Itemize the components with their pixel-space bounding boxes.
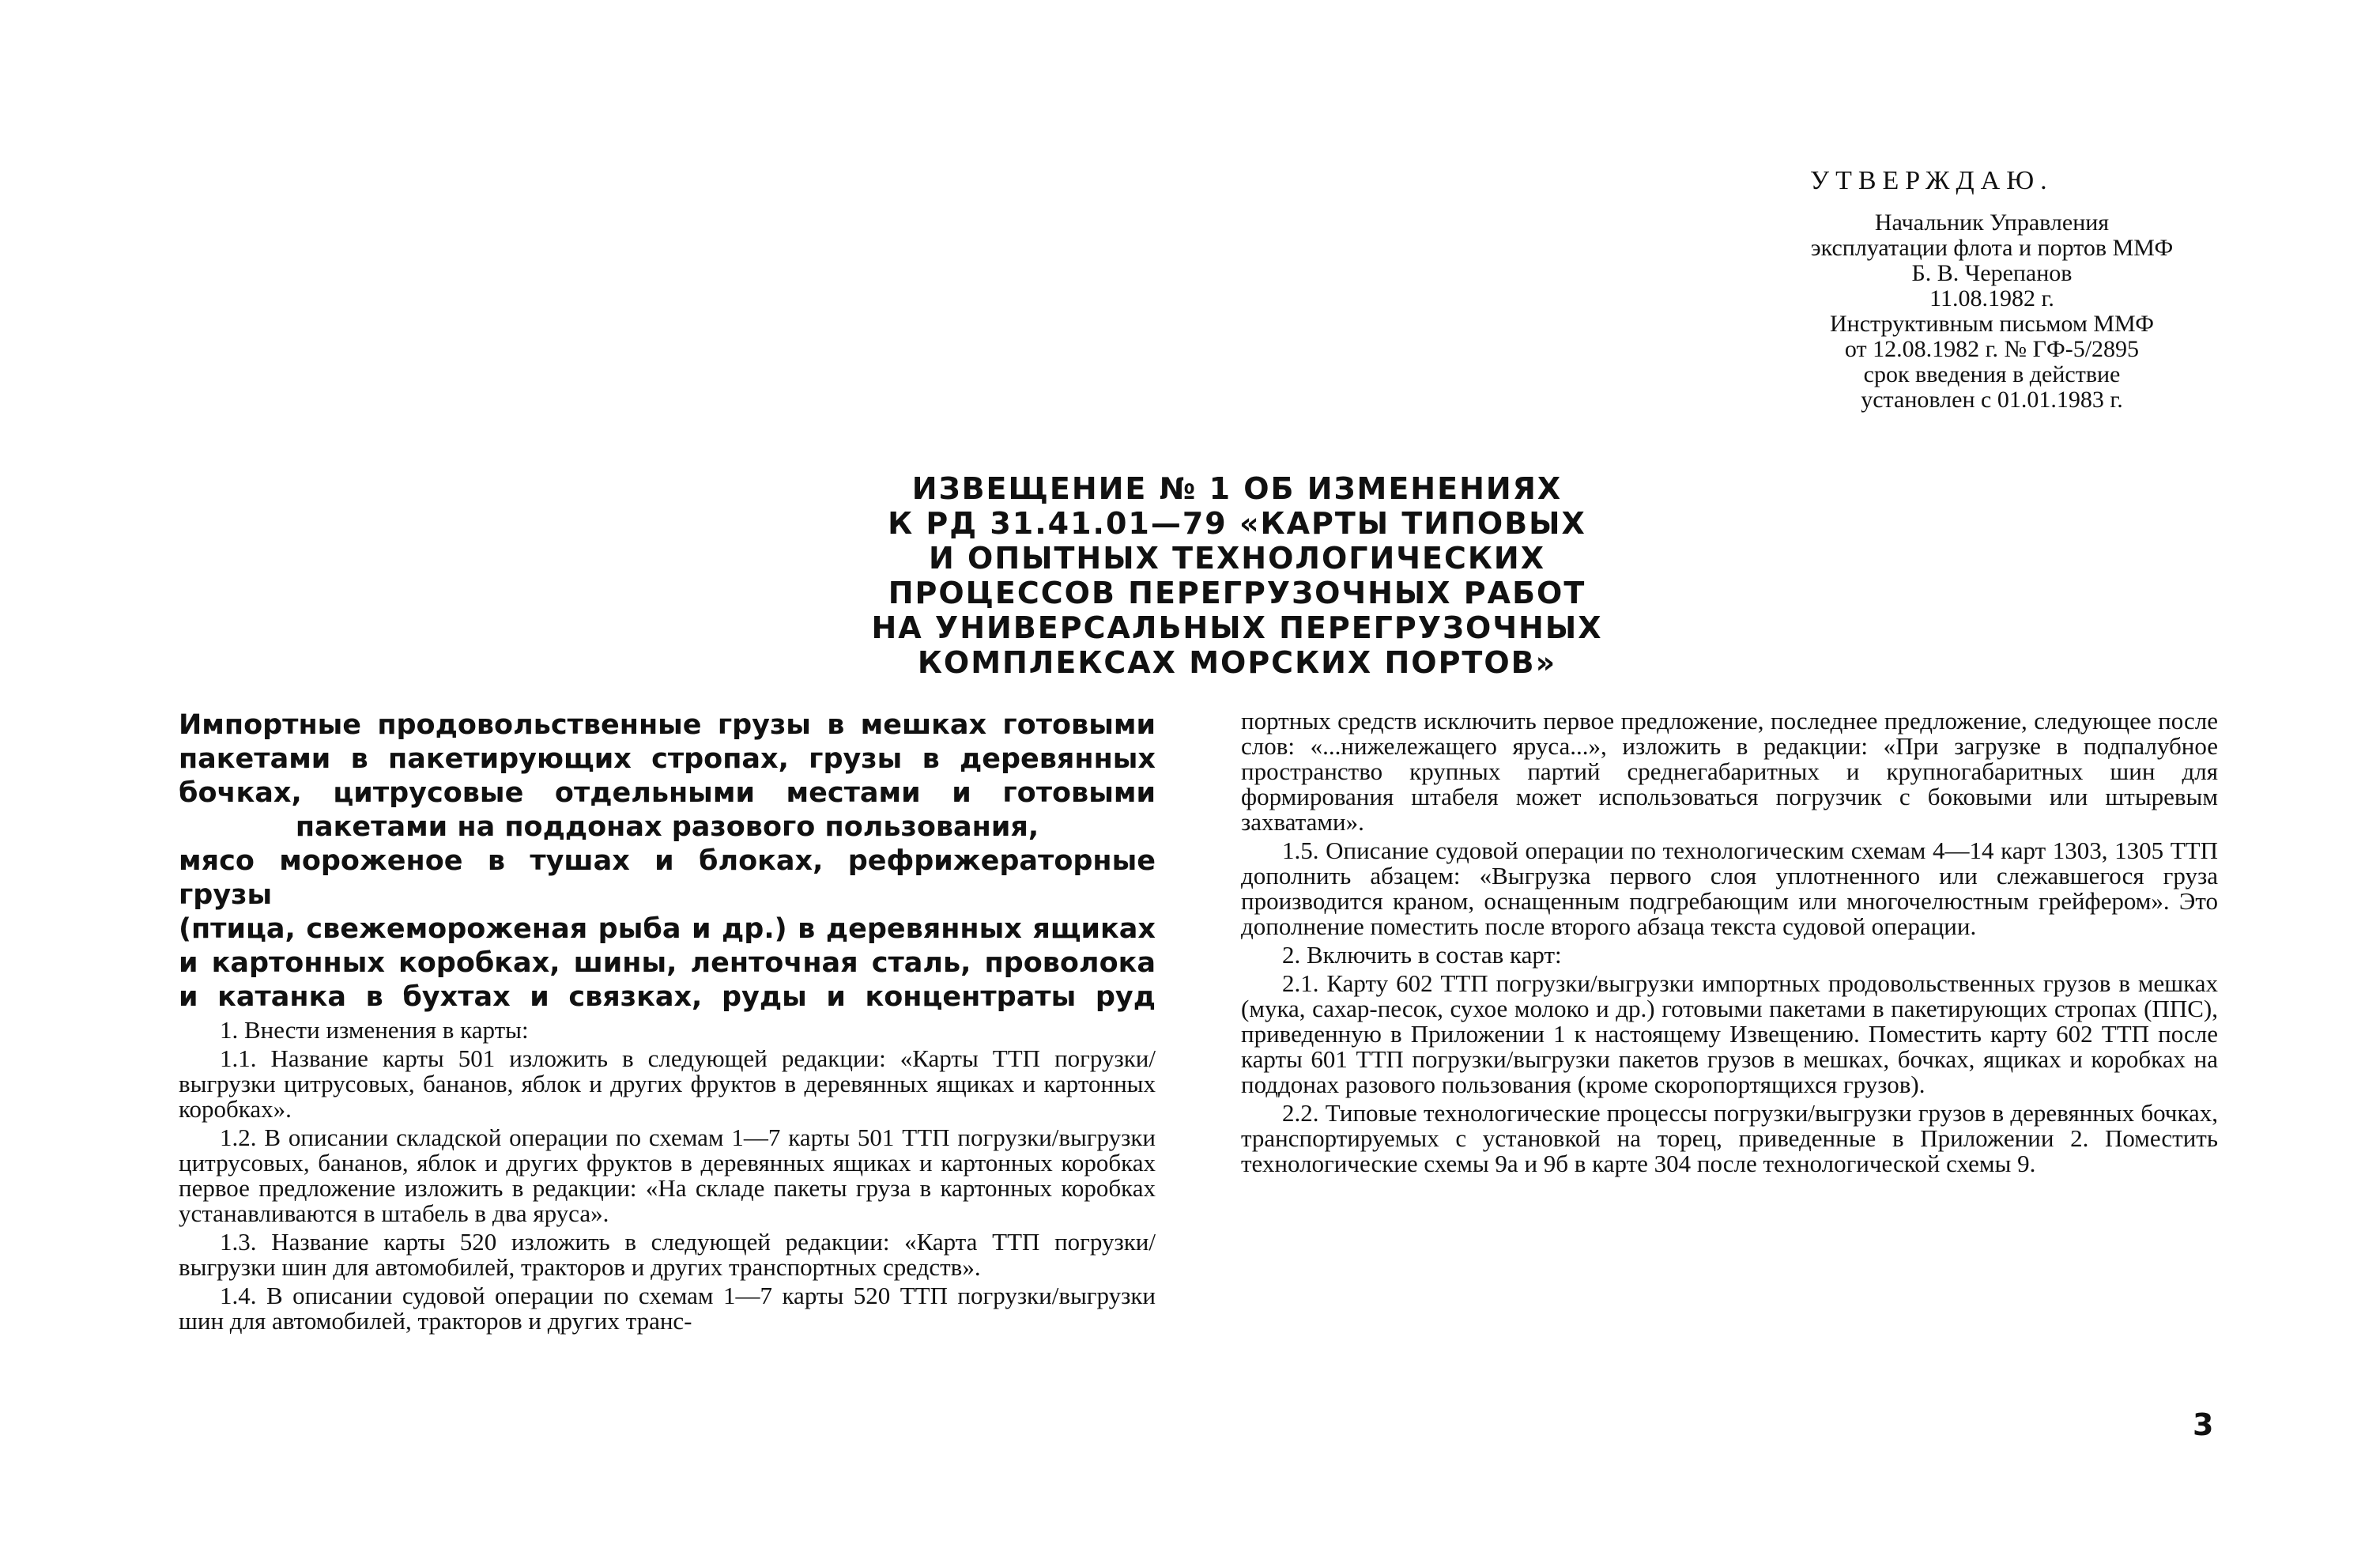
title-line: ПРОЦЕССОВ ПЕРЕГРУЗОЧНЫХ РАБОТ	[888, 576, 1586, 610]
approval-line: эксплуатации флота и портов ММФ	[1810, 235, 2174, 261]
paragraph: 2. Включить в состав карт:	[1282, 941, 1562, 969]
paragraph: 1.1. Название карты 501 изложить в следующей редакции: «Карты ТТП погрузки/выгрузки цитрусовых, бананов, яблок и других фруктов в деревянных ящиках и картонных коробках».	[179, 1044, 1156, 1123]
title-line: НА УНИВЕРСАЛЬНЫХ ПЕРЕГРУЗОЧНЫХ	[871, 610, 1603, 645]
document-title	[735, 471, 1739, 680]
paragraph: 1. Внести изменения в карты:	[220, 1016, 529, 1044]
paragraph: 2.2. Типовые технологические процессы погрузки/выгрузки грузов в деревянных бочках, транспортируемых с установкой на торец, приведенные в Приложении 2. Поместить технологические схемы 9а и 9б в карте 304 после технологической схемы 9.	[1241, 1099, 2218, 1177]
paragraph: 1.4. В описании судовой операции по схемам 1—7 карты 520 ТТП погрузки/выгрузки шин для автомобилей, тракторов и других транс-	[179, 1282, 1156, 1335]
subheading-line: бочках, цитрусовые отдельными местами и готовыми	[179, 777, 1156, 809]
title-line: КОМПЛЕКСАХ МОРСКИХ ПОРТОВ»	[917, 645, 1557, 680]
title-line: ИЗВЕЩЕНИЕ № 1 ОБ ИЗМЕНЕНИЯХ	[911, 471, 1563, 506]
approval-line: 11.08.1982 г.	[1929, 285, 2054, 312]
approval-line: Инструктивным письмом ММФ	[1830, 311, 2154, 337]
paragraph: 1.2. В описании складской операции по схемам 1—7 карты 501 ТТП погрузки/выгрузки цитрусовых, бананов, яблок и других фруктов в деревянных ящиках и картонных коробках первое предложение изложить в редакции: «На складе пакеты груза в картонных коробках устанавливаются в штабель в два яруса».	[179, 1124, 1156, 1227]
subheading-line: пакетами на поддонах разового пользования,	[295, 811, 1039, 843]
paragraph: 1.3. Название карты 520 изложить в следующей редакции: «Карта ТТП погрузки/выгрузки шин для автомобилей, тракторов и других транспортных средств».	[179, 1228, 1156, 1281]
approval-line: Начальник Управления	[1874, 210, 2110, 236]
subheading-line: пакетами в пакетирующих стропах, грузы в деревянных	[179, 743, 1156, 775]
approval-line: от 12.08.1982 г. № ГФ-5/2895	[1844, 336, 2140, 362]
subheading-line: Импортные продовольственные грузы в мешках готовыми	[179, 709, 1156, 741]
paragraph: портных средств исключить первое предложение, последнее предложение, следующее после слов: «...нижележащего яруса...», изложить в редакции: «При загрузке в подпалубное пространство крупных партий среднегабаритных и крупногабаритных шин для формирования штабеля может использоваться погрузчик с боковыми или штыревым захватами».	[1241, 707, 2218, 836]
approval-heading: УТВЕРЖДАЮ.	[1810, 166, 2054, 195]
cargo-subheading	[179, 708, 1156, 1014]
page-number: 3	[2193, 1407, 2214, 1442]
subheading-line: (птица, свежемороженая рыба и др.) в деревянных ящиках	[179, 913, 1156, 945]
subheading-line: мясо мороженое в тушах и блоках, рефрижераторные грузы	[179, 845, 1156, 911]
title-line: И ОПЫТНЫХ ТЕХНОЛОГИЧЕСКИХ	[928, 541, 1545, 576]
subheading-line: и катанка в бухтах и связках, руды и концентраты руд	[179, 981, 1156, 1013]
approval-block	[1692, 166, 2292, 413]
paragraph: 2.1. Карту 602 ТТП погрузки/выгрузки импортных продовольственных грузов в мешках (мука, сахар-песок, сухое молоко и др.) готовыми пакетами в пакетирующих стропах (ППС), приведенную в Приложении 1 к настоящему Извещению. Поместить карту 602 ТТП после карты 601 ТТП погрузки/выгрузки пакетов грузов в мешках, бочках, ящиках и коробках на поддонах разового пользования (кроме скоропортящихся грузов).	[1241, 969, 2218, 1098]
subheading-line: и картонных коробках, шины, ленточная сталь, проволока	[179, 947, 1156, 979]
left-column	[179, 708, 1156, 1337]
title-line: К РД 31.41.01—79 «КАРТЫ ТИПОВЫХ	[888, 506, 1586, 541]
right-column	[1241, 708, 2218, 1180]
paragraph: 1.5. Описание судовой операции по технологическим схемам 4—14 карт 1303, 1305 ТТП дополнить абзацем: «Выгрузка первого слоя уплотненного или слежавшегося груза производится краном, оснащенным подгребающим или многочелюстным грейфером». Это дополнение поместить после второго абзаца текста судовой операции.	[1241, 837, 2218, 940]
approval-line: Б. В. Черепанов	[1911, 260, 2073, 286]
approval-line: установлен с 01.01.1983 г.	[1861, 387, 2123, 413]
approval-line: срок введения в действие	[1863, 361, 2121, 387]
